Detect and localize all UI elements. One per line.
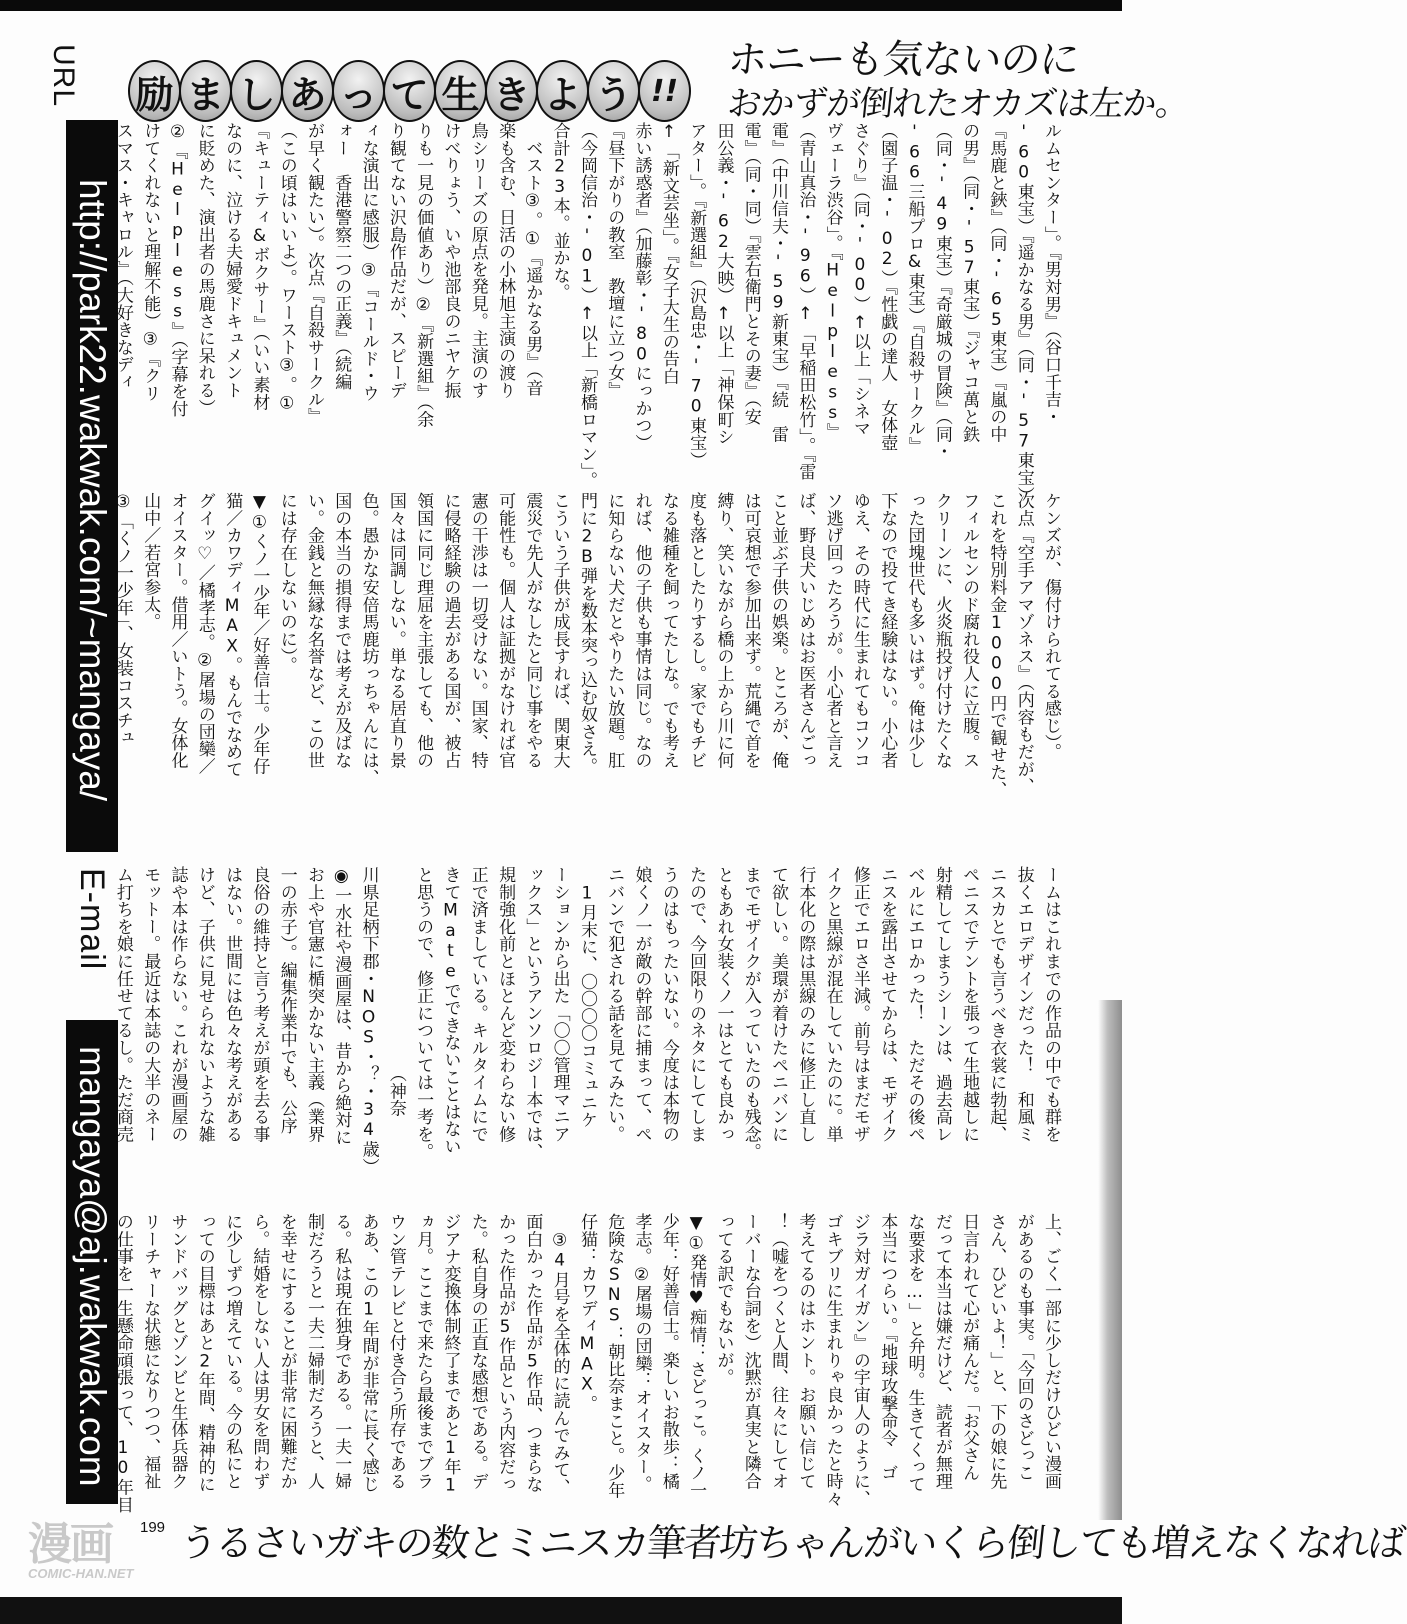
page-title [128, 60, 689, 122]
page-number: 199 [140, 1519, 166, 1536]
text-column: グイッ♡／橘孝志。②屠場の団欒／ [194, 492, 215, 775]
text-column: （青山真治・'96）↑「早稲田松竹」。『雷 [795, 122, 816, 481]
text-column: ああ、この1年間が非常に長く感じ [358, 1213, 379, 1493]
text-column: ム打ちを娘に任せてるし。ただ商売 [112, 866, 133, 1143]
text-column: （この頃はいいよ）。ワースト③。① [276, 122, 297, 414]
handwritten-note-top-line2: おかずが倒れたオカズは左か。 [725, 84, 1191, 124]
text-column: ↑「新文芸坐」。『女子大生の告白 [658, 122, 679, 385]
text-column: 誌や本は作らない。これが漫画屋の [167, 866, 188, 1143]
top-border [0, 0, 1122, 11]
title-char-circle: っ [332, 60, 385, 122]
text-column: 『昼下がりの教室 教壇に立つ女』 [604, 122, 625, 399]
text-column: 仔猫：カワディMAX。 [576, 1213, 597, 1413]
text-column: 危険なSNS：朝比奈まこと。少年 [604, 1213, 625, 1499]
text-column: ペニスでテントを張って生地越しに [959, 866, 980, 1143]
text-column: （今岡信治・'01）↑以上「新橋ロマン」。 [576, 122, 597, 489]
text-column: ヴェーラ渋谷」。『Helpless』 [822, 122, 843, 441]
text-column: に少しずつ増えている。今の私にと [222, 1213, 243, 1490]
text-column: 修正でエロさ半減。前号はまだモザ [849, 866, 870, 1143]
text-column: ってる訳でもないが。 [713, 1213, 734, 1386]
text-column: 赤い誘惑者』（加藤彰・'80にっかつ） [631, 122, 652, 452]
text-column: ら。結婚をしない人は男女を問わず [249, 1213, 270, 1490]
text-column: ③4月号を全体的に読んでみて、 [549, 1213, 570, 1496]
text-column: けてくれないと理解不能）③『クリ [140, 122, 161, 402]
title-char-circle: ま [179, 60, 232, 122]
text-column: な要求を…」と弁明。生きてくって [904, 1213, 925, 1493]
text-column: （同・'49東宝）『奇厳城の冒険』（同・ [931, 122, 952, 460]
text-column: ニスを露出させてからは、モザイク [877, 866, 898, 1143]
text-column: い。金銭と無縁な名誉など、この世 [303, 492, 324, 769]
text-column: なる雑種を飼ってたしな。でも考え [658, 492, 679, 769]
text-column: きてMateでできないことはない [440, 866, 461, 1155]
text-column: ソ逃げ回ったろうが。小心者と言え [822, 492, 843, 769]
text-column: 次点『空手アマゾネス』（内容もだが、 [1013, 492, 1034, 795]
text-column: があるのも事実。「今回のさどっこ [1013, 1213, 1034, 1482]
text-column: に貶めた、演出者の馬鹿さに呆れる） [194, 122, 215, 417]
text-column: （園子温・'02）『性戯の達人 女体壺 [877, 122, 898, 452]
text-column: ヵ月。ここまで来たら最後までブラ [413, 1213, 434, 1490]
text-column: ニバンで犯される話を見てみたい。 [604, 866, 625, 1143]
text-column: ▼①発情♥痴情：さどっこ。くノ一 [686, 1213, 707, 1499]
url-link[interactable]: http://park22.wakwak.com/~mangaya/ [66, 120, 118, 852]
text-column: 山中／若宮参太。 [140, 492, 161, 631]
text-column: 度も落としたりするし。家でもチビ [686, 492, 707, 769]
text-column: ームはこれまでの作品の中でも群を [1041, 866, 1061, 1143]
text-column: 電』（同・同）『雲右衛門とその妻』（安 [740, 122, 761, 426]
watermark-logo [28, 1508, 133, 1581]
text-column: けべりょう、いや池部良のニヤケ振 [440, 122, 461, 399]
letter-block-2 [106, 492, 1064, 804]
title-char-circle: !! [638, 60, 691, 122]
text-column: 震災で先人がなしたと同じ事をやる [522, 492, 543, 769]
text-column: 憲の干渉は一切受けない。国家、特 [467, 492, 488, 769]
text-column: りも一見の価値あり）②『新選組』（余 [413, 122, 434, 428]
text-column: 正で済ましている。キルタイムにで [467, 866, 488, 1143]
text-column: を幸せにすることが非常に困難だか [276, 1213, 297, 1490]
bottom-border [0, 1597, 1122, 1624]
title-char-circle: よ [536, 60, 589, 122]
text-column: 川県足柄下郡・NOS・？・34歳） [358, 866, 379, 1176]
text-column: ケンズが、傷付けられてる感じ）。 [1041, 492, 1061, 761]
text-column: こと並ぶ子供の娯楽。ところが、俺 [768, 492, 789, 769]
text-column: ルムセンター」。『男対男』（谷口千吉・ [1041, 122, 1061, 426]
title-char-circle: し [230, 60, 283, 122]
text-column: '66三船プロ&東宝）『自殺サークル』 [904, 122, 925, 455]
text-column: と思うので、修正については一考を。 [413, 866, 434, 1161]
text-column: アター」。『新選組』（沢島忠・'70東宝） [686, 122, 707, 469]
text-column: っての目標はあと2年間、精神的に [194, 1213, 215, 1493]
text-column: 一の赤子）。編集作業中でも、公序 [276, 866, 297, 1135]
letter-block-4 [106, 1213, 1064, 1513]
text-column: ジラ対ガイガン』の宇宙人のように、 [849, 1213, 870, 1508]
text-column: り観てない沢島作品だが、スピーデ [385, 122, 406, 399]
text-column: さん、ひどいよ！」と、下の娘に先 [986, 1213, 1007, 1490]
text-column: ーバーな台詞を）沈黙が真実と隣合 [740, 1213, 761, 1490]
text-column: たので、今回限りのネタにしてしま [686, 866, 707, 1143]
text-column: これを特別料金1000円で観せた、 [986, 492, 1007, 799]
text-column: サンドバッグとゾンビと生体兵器ク [167, 1213, 188, 1490]
text-column: だって本当は嫌だけど、読者が無理 [931, 1213, 952, 1490]
text-column: 『キューティ&ボクサー』（いい素材 [249, 122, 270, 411]
text-column: 抜くエロデザインだった！ 和風ミ [1013, 866, 1034, 1143]
text-column: ！（嘘をつくと人間、往々にしてオ [768, 1213, 789, 1490]
text-column: 電』（中川信夫・'59新東宝）『続 雷 [768, 122, 789, 443]
text-column: った団塊世代も多いはず。俺は少し [904, 492, 925, 769]
text-column: 本当につらい。『地球攻撃命令 ゴ [877, 1213, 898, 1482]
text-column: フィルセンのド腐れ役人に立腹。ス [959, 492, 980, 769]
text-column: 日言われて心が痛んだ。「お父さん [959, 1213, 980, 1482]
text-column: 1月末に、〇〇〇〇コミュニケ [576, 866, 597, 1129]
letter-block-1 [106, 122, 1064, 504]
text-column: こういう子供が成長すれば、関東大 [549, 492, 570, 769]
text-column: の仕事を一生懸命頑張って、10年目 [112, 1213, 133, 1514]
text-column: の男』（同・'57東宝）『ジャコ萬と鉄 [959, 122, 980, 443]
text-column: 縛り、笑いながら橋の上から川に何 [713, 492, 734, 769]
text-column: さぐり』（同・'00）↑以上「シネマ [849, 122, 870, 437]
title-char-circle: 生 [434, 60, 487, 122]
title-char-circle: て [383, 60, 436, 122]
url-label: URL [47, 44, 80, 108]
text-column: ③「くノ一少年」、女装コスチュ [112, 492, 133, 746]
text-column: 合計23本。並かな。 [549, 122, 570, 301]
text-column: には存在しないのに）。 [276, 492, 297, 674]
text-column: リーチャーな状態になりつつ、福祉 [140, 1213, 161, 1490]
text-column: ともあれ女装くノ一はとても良かっ [713, 866, 734, 1143]
text-column: は可哀想で参加出来ず。荒縄で首を [740, 492, 761, 769]
text-column: 国の本当の損得までは考えが及ばな [331, 492, 352, 769]
title-char-circle: あ [281, 60, 334, 122]
text-column: ーションから出た「〇〇管理マニア [549, 866, 570, 1143]
text-column: ②『Helpless』（字幕を付 [167, 122, 188, 418]
text-column: に侵略経験の過去がある国が、被占 [440, 492, 461, 769]
text-column: ベスト③。①『遥かなる男』（音 [522, 122, 543, 397]
text-column: オイスター。借用／いトう。女体化 [167, 492, 188, 769]
text-column: イクと黒線が混在していたのに。単 [822, 866, 843, 1143]
text-column: ニスカとでも言うべき衣裳に勃起、 [986, 866, 1007, 1143]
text-column: ベルにエロかった！ ただその後ペ [904, 866, 925, 1143]
text-column: かった作品が5作品という内容だっ [495, 1213, 516, 1493]
text-column: 猫／カワディMAX。もんでなめて [222, 492, 243, 778]
text-column: 良俗の維持と言う考えが頭を去る事 [249, 866, 270, 1143]
text-column: 規制強化前とほとんど変わらない修 [495, 866, 516, 1143]
text-column: モットー。最近は本誌の大半のネー [140, 866, 161, 1143]
text-column: ウン管テレビと付き合う所存である [385, 1213, 406, 1490]
text-column: る。私は現在独身である。一夫一婦 [331, 1213, 352, 1490]
text-column: が早く観たい）。次点『自殺サークル』 [303, 122, 324, 425]
text-column: 射精してしまうシーンは、過去高レ [931, 866, 952, 1143]
text-column: 鳥シリーズの原点を発見。主演のす [467, 122, 488, 399]
text-column: うのはもったいない。今度は本物の [658, 866, 679, 1143]
text-column: 田公義・'62大映）↑以上「神保町シ [713, 122, 734, 446]
watermark-logo-mark: 漫画 [28, 1520, 112, 1569]
text-column: はない。世間には色々な考えがある [222, 866, 243, 1143]
title-char-circle: 励 [128, 60, 181, 122]
text-column: 少年：好善信士。楽しいお散歩：橘 [658, 1213, 679, 1490]
email-link[interactable]: mangaya@aj.wakwak.com [66, 1020, 118, 1504]
handwritten-note-top-line1: ホニーも気ないのに [725, 37, 1082, 83]
email-label: E-mail [73, 868, 111, 971]
handwritten-note-bottom: うるさいガキの数とミニスカ筆者坊ちゃんがいくら倒しても増えなくなれば [177, 1521, 1406, 1565]
text-column: ▼①くノ一少年／好善信士。少年仔 [249, 492, 270, 775]
text-column: '60東宝）『遥かなる男』（同・'57東宝） [1013, 122, 1034, 504]
text-column: 孝志。②屠場の団欒：オイスター。 [631, 1213, 652, 1493]
text-column: ゴキブリに生まれりゃ良かったと時々 [822, 1213, 843, 1508]
text-column: 色。愚かな安倍馬鹿坊っちゃんには、 [358, 492, 379, 787]
text-column: クリーンに、火炎瓶投げ付けたくな [931, 492, 952, 769]
letter-block-3 [106, 866, 1064, 1176]
text-column: ジアナ変換体制終了まであと1年1 [440, 1213, 461, 1496]
text-column: ィな演出に感服）③『コールド・ウ [358, 122, 379, 402]
text-column: 行本化の際は黒線のみに修正し直し [795, 866, 816, 1143]
text-column: お上や官憲に楯突かない主義（業界 [303, 866, 324, 1143]
watermark-text: COMIC-HAN.NET [28, 1566, 134, 1581]
text-column: 国々は同調しない。単なる居直り景 [385, 492, 406, 769]
text-column: 娘くノ一が敵の幹部に捕まって、ペ [631, 866, 652, 1143]
text-column: 考えてるのはホント。お願い信じて [795, 1213, 816, 1490]
text-column: 上、ごく一部に少しだけひどい漫画 [1041, 1213, 1061, 1490]
text-column: 領国に同じ理屈を主張しても、他の [413, 492, 434, 769]
page-edge-shadow [1098, 1000, 1122, 1520]
text-column: 『馬鹿と鋏』（同・'65東宝）『嵐の中 [986, 122, 1007, 443]
text-column: 面白かった作品が5作品、つまらな [522, 1213, 543, 1493]
text-column: までモザイクが入っていたのも残念。 [740, 866, 761, 1161]
text-column: 楽も含む、日活の小林旭主演の渡り [495, 122, 516, 399]
text-column: スマス・キャロル』（大好きなディ [112, 122, 133, 391]
text-column: なのに、泣ける夫婦愛ドキュメント [222, 122, 243, 399]
text-column: ◉一水社や漫画屋は、昔から絶対に [331, 866, 352, 1146]
text-column: ォー 香港警察二つの正義』（続編 [331, 122, 352, 391]
text-column: れば、他の子供も事情は同じ。なの [631, 492, 652, 769]
text-column: た。私自身の正直な感想である。デ [467, 1213, 488, 1490]
title-char-circle: う [587, 60, 640, 122]
title-char-circle: き [485, 60, 538, 122]
text-column: て欲しい。美環が着けたペニバンに [768, 866, 789, 1143]
text-column: （神奈 [385, 866, 406, 1117]
text-column: に知らない犬だとやりたい放題。肛 [604, 492, 625, 769]
text-column: 下なので投てき経験はない。小心者 [877, 492, 898, 769]
text-column: ゆえ、その時代に生まれてもコソコ [849, 492, 870, 769]
text-column: けど、子供に見せられないような雑 [194, 866, 215, 1143]
text-column: 門に2B弾を数本突っ込む奴さえ。 [576, 492, 597, 775]
text-column: 制だろうと一夫二婦制だろうと、人 [303, 1213, 324, 1490]
text-column: ックス」というアンソロジー本では、 [522, 866, 543, 1161]
text-column: ば、野良犬いじめはお医者さんごっ [795, 492, 816, 769]
text-column: 可能性も。個人は証拠がなければ官 [495, 492, 516, 769]
